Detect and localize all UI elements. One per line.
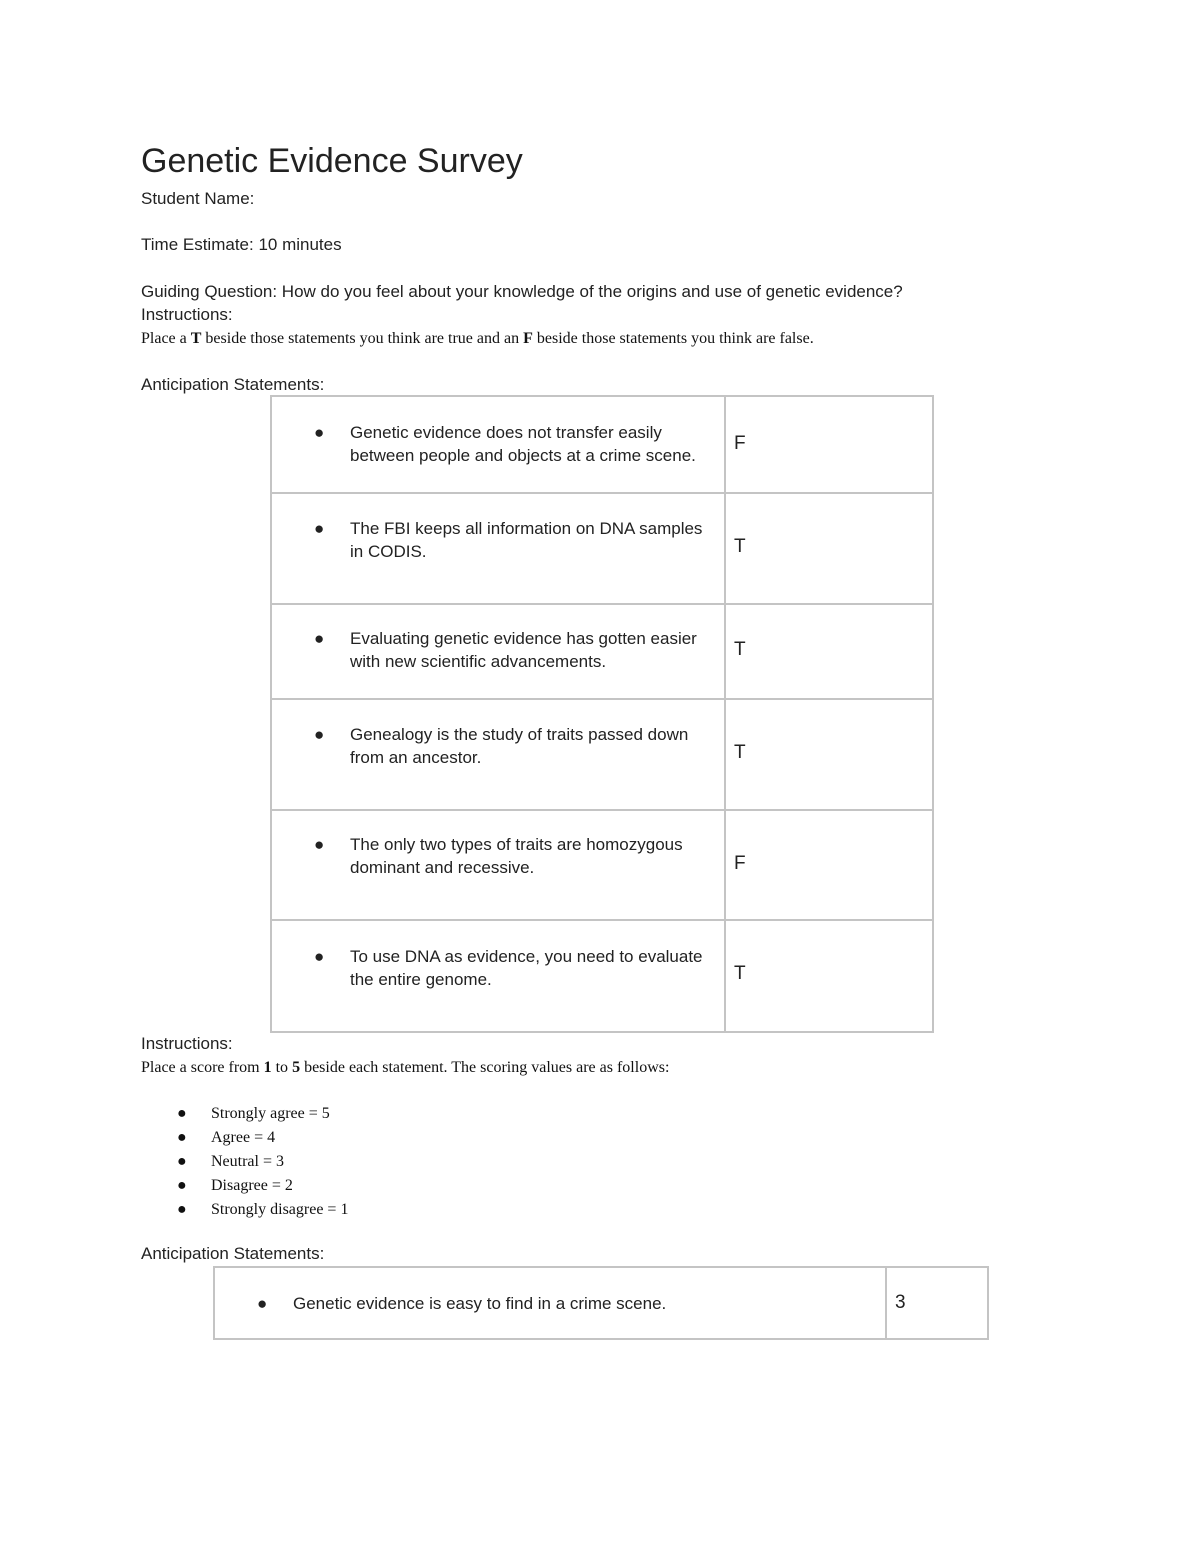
list-item <box>141 1150 348 1174</box>
statement-cell <box>271 920 725 1032</box>
instruction-text: Place a <box>141 330 191 347</box>
statement-text: Genetic evidence does not transfer easily between people and objects at a crime scene. <box>350 423 696 465</box>
answer-cell[interactable] <box>725 604 933 699</box>
guiding-question: Guiding Question: How do you feel about your knowledge of the origins and use of genetic evidence? <box>141 282 903 301</box>
list-item <box>141 1126 348 1150</box>
instruction-min-score: 1 <box>263 1059 272 1076</box>
anticipation-statements-label: Anticipation Statements: <box>141 1244 325 1263</box>
scale-item-text: Neutral = 3 <box>211 1153 284 1170</box>
instructions-label: Instructions: <box>141 305 233 324</box>
statement-cell <box>271 396 725 493</box>
page-title: Genetic Evidence Survey <box>141 142 523 180</box>
time-estimate: Time Estimate: 10 minutes <box>141 235 342 254</box>
table-row <box>271 920 933 1032</box>
answer-cell[interactable] <box>725 810 933 920</box>
answer-cell[interactable] <box>725 699 933 810</box>
score-instructions <box>141 1057 669 1079</box>
scale-item-text: Agree = 4 <box>211 1129 276 1146</box>
bullet-icon: ● <box>177 1105 187 1122</box>
instruction-text: to <box>271 1059 293 1076</box>
statement-text: Evaluating genetic evidence has gotten easier with new scientific advancements. <box>350 629 697 671</box>
bullet-icon: ● <box>257 1293 268 1313</box>
table-row <box>271 493 933 604</box>
student-name-label: Student Name: <box>141 189 255 208</box>
statement-cell <box>271 493 725 604</box>
statement-cell <box>271 699 725 810</box>
table-row <box>214 1267 988 1339</box>
answer-value[interactable]: T <box>734 536 746 557</box>
score-value[interactable]: 3 <box>895 1292 906 1313</box>
instruction-true-letter: T <box>190 330 202 347</box>
instruction-text: Place a score from <box>141 1059 264 1076</box>
true-false-instructions <box>141 328 814 350</box>
list-item <box>141 1174 348 1198</box>
bullet-icon: ● <box>177 1153 187 1170</box>
bullet-icon: ● <box>177 1201 187 1218</box>
score-table <box>213 1266 989 1340</box>
table-row <box>271 699 933 810</box>
answer-cell[interactable] <box>725 920 933 1032</box>
table-row <box>271 396 933 493</box>
instructions-label: Instructions: <box>141 1034 233 1053</box>
anticipation-statements-label: Anticipation Statements: <box>141 375 325 394</box>
instruction-text: beside those statements you think are true and an <box>201 330 524 347</box>
scale-item-text: Disagree = 2 <box>211 1177 293 1194</box>
list-item <box>141 1102 348 1126</box>
scoring-scale-list <box>141 1102 348 1222</box>
score-cell[interactable] <box>886 1267 988 1339</box>
statement-cell <box>214 1267 886 1339</box>
statement-text: Genetic evidence is easy to find in a crime scene. <box>293 1293 667 1313</box>
true-false-table <box>270 395 934 1033</box>
answer-value[interactable]: T <box>734 742 746 763</box>
bullet-icon: ● <box>314 423 325 442</box>
bullet-icon: ● <box>314 725 325 744</box>
statement-text: The FBI keeps all information on DNA samples in CODIS. <box>350 519 703 561</box>
answer-cell[interactable] <box>725 493 933 604</box>
bullet-icon: ● <box>314 519 325 538</box>
instruction-false-letter: F <box>523 330 533 347</box>
instruction-text: beside those statements you think are false. <box>532 330 814 347</box>
answer-value[interactable]: F <box>734 853 746 874</box>
bullet-icon: ● <box>177 1129 187 1146</box>
instruction-text: beside each statement. The scoring values are as follows: <box>300 1059 670 1076</box>
instruction-max-score: 5 <box>292 1059 301 1076</box>
list-item <box>141 1198 348 1222</box>
table-row <box>271 810 933 920</box>
bullet-icon: ● <box>314 629 325 648</box>
bullet-icon: ● <box>314 835 325 854</box>
scale-item-text: Strongly agree = 5 <box>211 1105 330 1122</box>
answer-value[interactable]: T <box>734 639 746 660</box>
bullet-icon: ● <box>314 947 325 966</box>
statement-cell <box>271 604 725 699</box>
table-row <box>271 604 933 699</box>
answer-cell[interactable] <box>725 396 933 493</box>
statement-text: To use DNA as evidence, you need to evaluate the entire genome. <box>350 947 703 989</box>
statement-cell <box>271 810 725 920</box>
answer-value[interactable]: T <box>734 963 746 984</box>
statement-text: The only two types of traits are homozygous dominant and recessive. <box>350 835 683 877</box>
scale-item-text: Strongly disagree = 1 <box>211 1201 349 1218</box>
statement-text: Genealogy is the study of traits passed down from an ancestor. <box>350 725 689 767</box>
bullet-icon: ● <box>177 1177 187 1194</box>
answer-value[interactable]: F <box>734 433 746 454</box>
